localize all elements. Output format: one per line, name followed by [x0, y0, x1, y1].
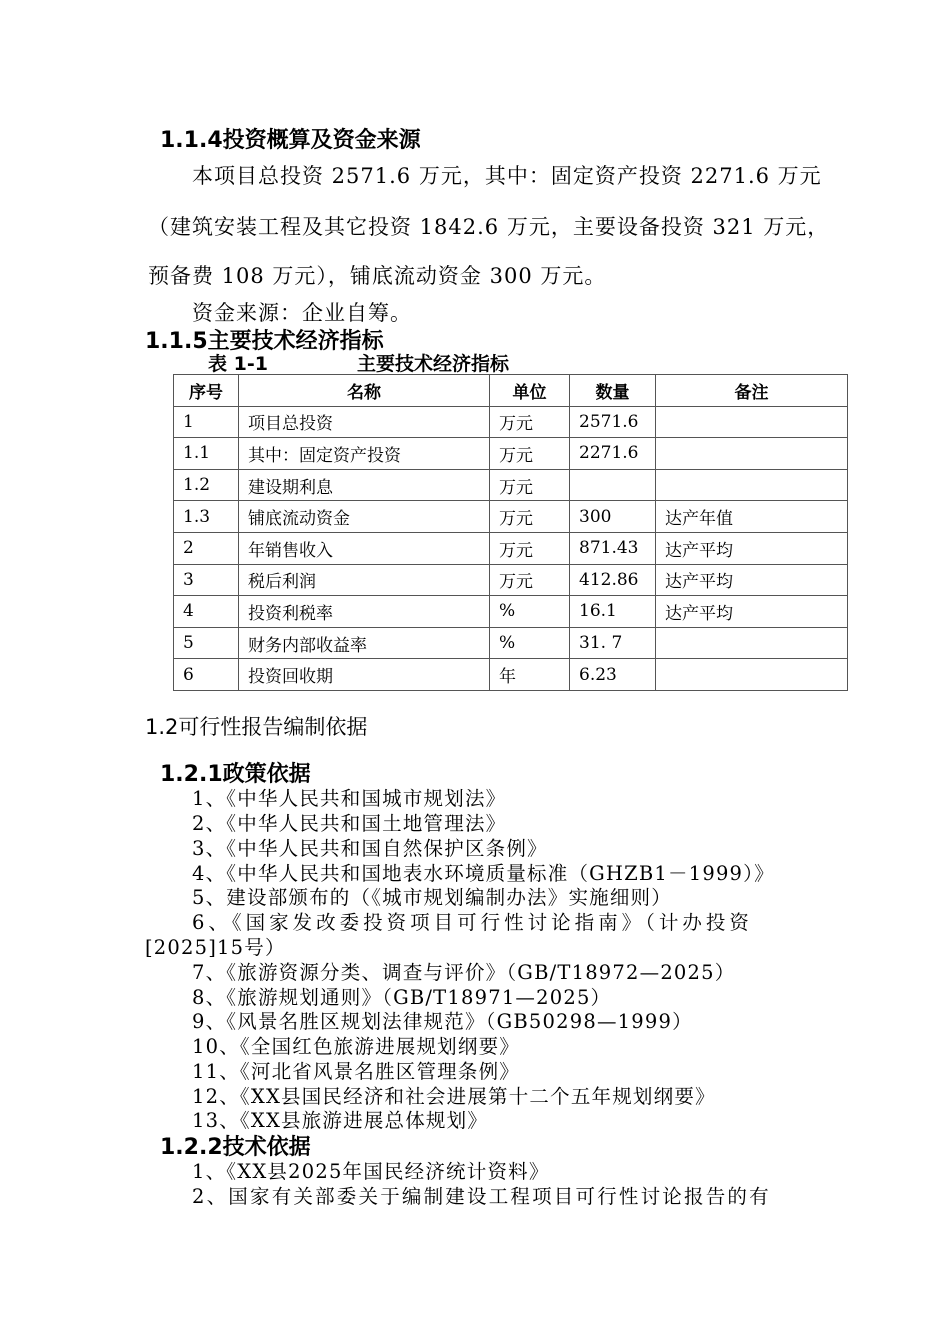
table-cell: 达产年值 [656, 501, 848, 533]
table-cell: 2271.6 [570, 438, 656, 470]
indicator-table [173, 374, 848, 691]
column-header: 数量 [570, 375, 656, 407]
table-row [174, 564, 848, 596]
table-number: 表 1-1 [208, 353, 268, 375]
table-cell [656, 406, 848, 438]
table-cell: 年 [490, 659, 570, 691]
table-cell: 税后利润 [239, 564, 490, 596]
section-heading-1-2-1: 1.2.1政策依据 [160, 762, 311, 787]
column-header: 单位 [490, 375, 570, 407]
list-item: 8、《旅游规划通则》（GB/T18971—2025） [192, 986, 612, 1009]
table-title: 主要技术经济指标 [357, 353, 510, 375]
section-heading-1-1-5: 1.1.5主要技术经济指标 [145, 329, 384, 354]
list-item: 3、《中华人民共和国自然保护区条例》 [192, 837, 548, 860]
table-cell: 铺底流动资金 [239, 501, 490, 533]
table-cell: 达产平均 [656, 532, 848, 564]
table-cell: 达产平均 [656, 596, 848, 628]
table-row [174, 501, 848, 533]
section-heading-1-2: 1.2可行性报告编制依据 [145, 715, 368, 739]
list-item: 4、《中华人民共和国地表水环境质量标准（GHZB1－1999）》 [192, 862, 775, 885]
column-header: 序号 [174, 375, 239, 407]
table-cell: 5 [174, 627, 239, 659]
table-cell: 建设期利息 [239, 469, 490, 501]
paragraph-line: 预备费 108 万元），铺底流动资金 300 万元。 [148, 264, 607, 288]
table-cell: 其中：固定资产投资 [239, 438, 490, 470]
table-cell: 300 [570, 501, 656, 533]
paragraph-line: 本项目总投资 2571.6 万元，其中：固定资产投资 2271.6 万元 [192, 164, 822, 188]
table-row [174, 406, 848, 438]
table-cell: 2571.6 [570, 406, 656, 438]
table-cell: 达产平均 [656, 564, 848, 596]
list-item: 2、国家有关部委关于编制建设工程项目可行性讨论报告的有 [192, 1185, 771, 1208]
list-item: 12、《XX县国民经济和社会进展第十二个五年规划纲要》 [192, 1085, 716, 1108]
column-header: 名称 [239, 375, 490, 407]
table-row [174, 438, 848, 470]
list-item: 5、建设部颁布的（《城市规划编制办法》实施细则） [192, 886, 672, 909]
table-cell: 3 [174, 564, 239, 596]
table-cell: 万元 [490, 532, 570, 564]
list-item: 10、《全国红色旅游进展规划纲要》 [192, 1035, 520, 1058]
table-row [174, 627, 848, 659]
table-cell: 871.43 [570, 532, 656, 564]
table-header-row [174, 375, 848, 407]
table-cell: % [490, 596, 570, 628]
table-cell: 年销售收入 [239, 532, 490, 564]
table-cell [656, 659, 848, 691]
section-heading-1-1-4: 1.1.4投资概算及资金来源 [160, 128, 421, 153]
table-cell: 万元 [490, 406, 570, 438]
table-cell: 万元 [490, 564, 570, 596]
table-row [174, 532, 848, 564]
table-cell [656, 469, 848, 501]
table-cell [656, 627, 848, 659]
table-cell: 万元 [490, 501, 570, 533]
table-cell: 31. 7 [570, 627, 656, 659]
table-cell [656, 438, 848, 470]
table-cell: 412.86 [570, 564, 656, 596]
table-cell: 万元 [490, 438, 570, 470]
section-heading-1-2-2: 1.2.2技术依据 [160, 1135, 311, 1160]
table-cell: 投资利税率 [239, 596, 490, 628]
paragraph-line: （建筑安装工程及其它投资 1842.6 万元，主要设备投资 321 万元， [148, 215, 830, 239]
table-cell: 6.23 [570, 659, 656, 691]
list-item: 11、《河北省风景名胜区管理条例》 [192, 1060, 520, 1083]
list-item: 1、《XX县2025年国民经济统计资料》 [192, 1160, 550, 1183]
list-item: 1、《中华人民共和国城市规划法》 [192, 787, 507, 810]
column-header: 备注 [656, 375, 848, 407]
list-item: 9、《风景名胜区规划法律规范》（GB50298—1999） [192, 1010, 693, 1033]
table-cell: 4 [174, 596, 239, 628]
table-cell: 1.3 [174, 501, 239, 533]
list-item-continuation: [2025]15号） [145, 936, 286, 959]
table-cell: 万元 [490, 469, 570, 501]
paragraph-funding: 资金来源：企业自筹。 [192, 301, 412, 325]
table-cell: % [490, 627, 570, 659]
list-item: 7、《旅游资源分类、调查与评价》（GB/T18972—2025） [192, 961, 736, 984]
list-item: 13、《XX县旅游进展总体规划》 [192, 1109, 489, 1132]
table-cell: 1.2 [174, 469, 239, 501]
table-cell: 16.1 [570, 596, 656, 628]
table-cell: 项目总投资 [239, 406, 490, 438]
table-row [174, 469, 848, 501]
list-item: 6、《国家发改委投资项目可行性讨论指南》（计办投资 [192, 911, 753, 934]
table-cell: 1.1 [174, 438, 239, 470]
table-cell [570, 469, 656, 501]
table-cell: 投资回收期 [239, 659, 490, 691]
table-cell: 1 [174, 406, 239, 438]
list-item: 2、《中华人民共和国土地管理法》 [192, 812, 507, 835]
table-cell: 6 [174, 659, 239, 691]
table-cell: 财务内部收益率 [239, 627, 490, 659]
table-row [174, 659, 848, 691]
table-row [174, 596, 848, 628]
table-cell: 2 [174, 532, 239, 564]
